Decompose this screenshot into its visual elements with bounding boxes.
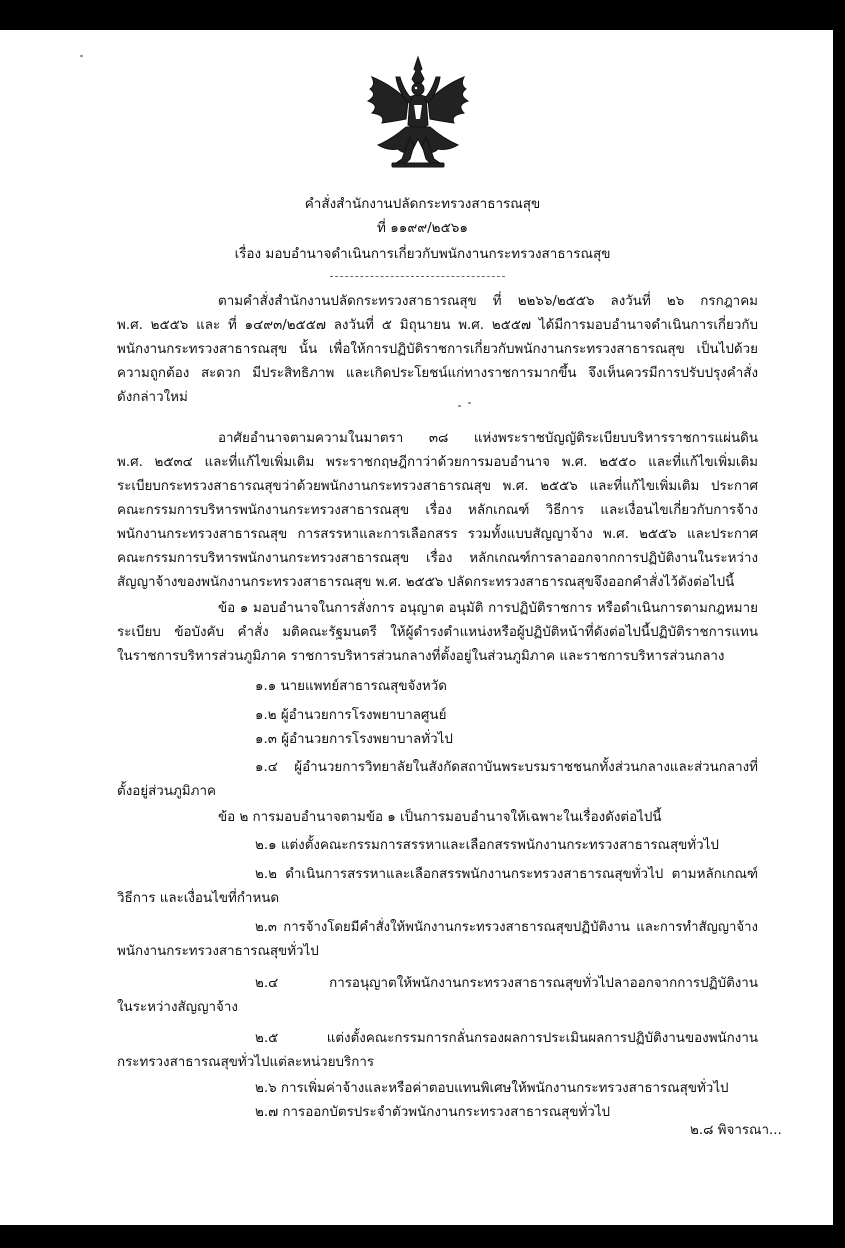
list-item: ๑.๓ ผู้อำนวยการโรงพยาบาลทั่วไป [255, 732, 453, 747]
body-line: ข้อ ๑ มอบอำนาจในการสั่งการ อนุญาต อนุมัติ การปฏิบัติราชการ หรือดำเนินการตามกฎหมาย [218, 601, 758, 616]
list-item: ๑.๑ นายแพทย์สาธารณสุขจังหวัด [255, 679, 447, 694]
body-line: ระเบียบ ข้อบังคับ คำสั่ง มติคณะรัฐมนตรี ให้ผู้ดำรงตำแหน่งหรือผู้ปฏิบัติหน้าที่ดังต่อไปนี้ปฏิบัติราชการแทน [117, 625, 758, 640]
list-item: ๒.๕ แต่งตั้งคณะกรรมการกลั่นกรองผลการประเมินผลการปฏิบัติงานของพนักงาน [255, 1031, 758, 1046]
body-line: ตามคำสั่งสำนักงานปลัดกระทรวงสาธารณสุข ที่ ๒๒๖๖/๒๕๕๖ ลงวันที่ ๒๖ กรกฎาคม [218, 294, 758, 309]
body-line: คณะกรรมการบริหารพนักงานกระทรวงสาธารณสุข เรื่อง หลักเกณฑ์ วิธีการ และเงื่อนไขเกี่ยวกับการจ้าง [117, 503, 758, 518]
body-line: พนักงานกระทรวงสาธารณสุขทั่วไป [117, 944, 319, 959]
body-line: กระทรวงสาธารณสุขทั่วไปแต่ละหน่วยบริการ [117, 1055, 375, 1070]
list-item: ๒.๑ แต่งตั้งคณะกรรมการสรรหาและเลือกสรรพนักงานกระทรวงสาธารณสุขทั่วไป [255, 838, 719, 853]
list-item: ๒.๔ การอนุญาตให้พนักงานกระทรวงสาธารณสุขทั่วไปลาออกจากการปฏิบัติงาน [255, 976, 758, 991]
list-item: ๒.๖ การเพิ่มค่าจ้างและหรือค่าตอบแทนพิเศษให้พนักงานกระทรวงสาธารณสุขทั่วไป [255, 1081, 729, 1096]
list-item: ๒.๗ การออกบัตรประจำตัวพนักงานกระทรวงสาธารณสุขทั่วไป [255, 1105, 611, 1120]
body-line: ความถูกต้อง สะดวก มีประสิทธิภาพ และเกิดประโยชน์แก่ทางราชการมากขึ้น จึงเห็นควรมีการปรับปรุงคำสั่ง [117, 366, 758, 381]
body-line: ในระหว่างสัญญาจ้าง [117, 1000, 238, 1015]
separator-line [330, 276, 505, 277]
body-line: ในราชการบริหารส่วนภูมิภาค ราชการบริหารส่วนกลางที่ตั้งอยู่ในส่วนภูมิภาค และราชการบริหารส่วนกลาง [117, 649, 725, 664]
body-line: อาศัยอำนาจตามความในมาตรา ๓๘ แห่งพระราชบัญญัติระเบียบบริหารราชการแผ่นดิน [218, 431, 758, 446]
order-number: ที่ ๑๑๙๙/๒๕๖๑ [377, 220, 468, 236]
order-title: คำสั่งสำนักงานปลัดกระทรวงสาธารณสุข [304, 196, 541, 212]
body-line: วิธีการ และเงื่อนไขที่กำหนด [117, 891, 280, 906]
body-line: พนักงานกระทรวงสาธารณสุข นั้น เพื่อให้การปฏิบัติราชการเกี่ยวกับพนักงานกระทรวงสาธารณสุข เป็นไปด้วย [117, 342, 758, 357]
body-line: ดังกล่าวใหม่ [117, 390, 188, 405]
order-subject: เรื่อง มอบอำนาจดำเนินการเกี่ยวกับพนักงานกระทรวงสาธารณสุข [234, 246, 611, 262]
body-line: สัญญาจ้างของพนักงานกระทรวงสาธารณสุข พ.ศ. ๒๕๕๖ ปลัดกระทรวงสาธารณสุขจึงออกคำสั่งไว้ดังต่อไปนี้ [117, 575, 735, 590]
garuda-emblem-icon [362, 55, 474, 175]
body-line: ระเบียบกระทรวงสาธารณสุขว่าด้วยพนักงานกระทรวงสาธารณสุข พ.ศ. ๒๕๕๖ และที่แก้ไขเพิ่มเติม ประกาศ [117, 479, 758, 494]
body-line: ข้อ ๒ การมอบอำนาจตามข้อ ๑ เป็นการมอบอำนาจให้เฉพาะในเรื่องดังต่อไปนี้ [218, 810, 662, 825]
body-line: พนักงานกระทรวงสาธารณสุข การสรรหาและการเลือกสรร รวมทั้งแบบสัญญาจ้าง พ.ศ. ๒๕๕๖ และประกาศ [117, 527, 758, 542]
list-item: ๒.๓ การจ้างโดยมีคำสั่งให้พนักงานกระทรวงสาธารณสุขปฏิบัติงาน และการทำสัญญาจ้าง [255, 920, 758, 935]
next-page-reference: ๒.๘ พิจารณา... [690, 1123, 782, 1138]
body-line: ตั้งอยู่ส่วนภูมิภาค [117, 784, 216, 799]
list-item: ๑.๒ ผู้อำนวยการโรงพยาบาลศูนย์ [255, 708, 447, 723]
body-line: พ.ศ. ๒๕๓๔ และที่แก้ไขเพิ่มเติม พระราชกฤษฎีกาว่าด้วยการมอบอำนาจ พ.ศ. ๒๕๕๐ และที่แก้ไขเพิ่มเติม [117, 455, 758, 470]
body-line: คณะกรรมการบริหารพนักงานกระทรวงสาธารณสุข เรื่อง หลักเกณฑ์การลาออกจากการปฏิบัติงานในระหว่าง [117, 551, 758, 566]
list-item: ๒.๒ ดำเนินการสรรหาและเลือกสรรพนักงานกระทรวงสาธารณสุขทั่วไป ตามหลักเกณฑ์ [255, 867, 758, 882]
document-page [0, 30, 833, 1225]
list-item: ๑.๔ ผู้อำนวยการวิทยาลัยในสังกัดสถาบันพระบรมราชชนกทั้งส่วนกลางและส่วนกลางที่ [255, 760, 758, 775]
body-line: พ.ศ. ๒๕๕๖ และ ที่ ๑๔๙๓/๒๕๕๗ ลงวันที่ ๕ มิถุนายน พ.ศ. ๒๕๕๗ ได้มีการมอบอำนาจดำเนินการเกี่ยวกับ [117, 318, 758, 333]
